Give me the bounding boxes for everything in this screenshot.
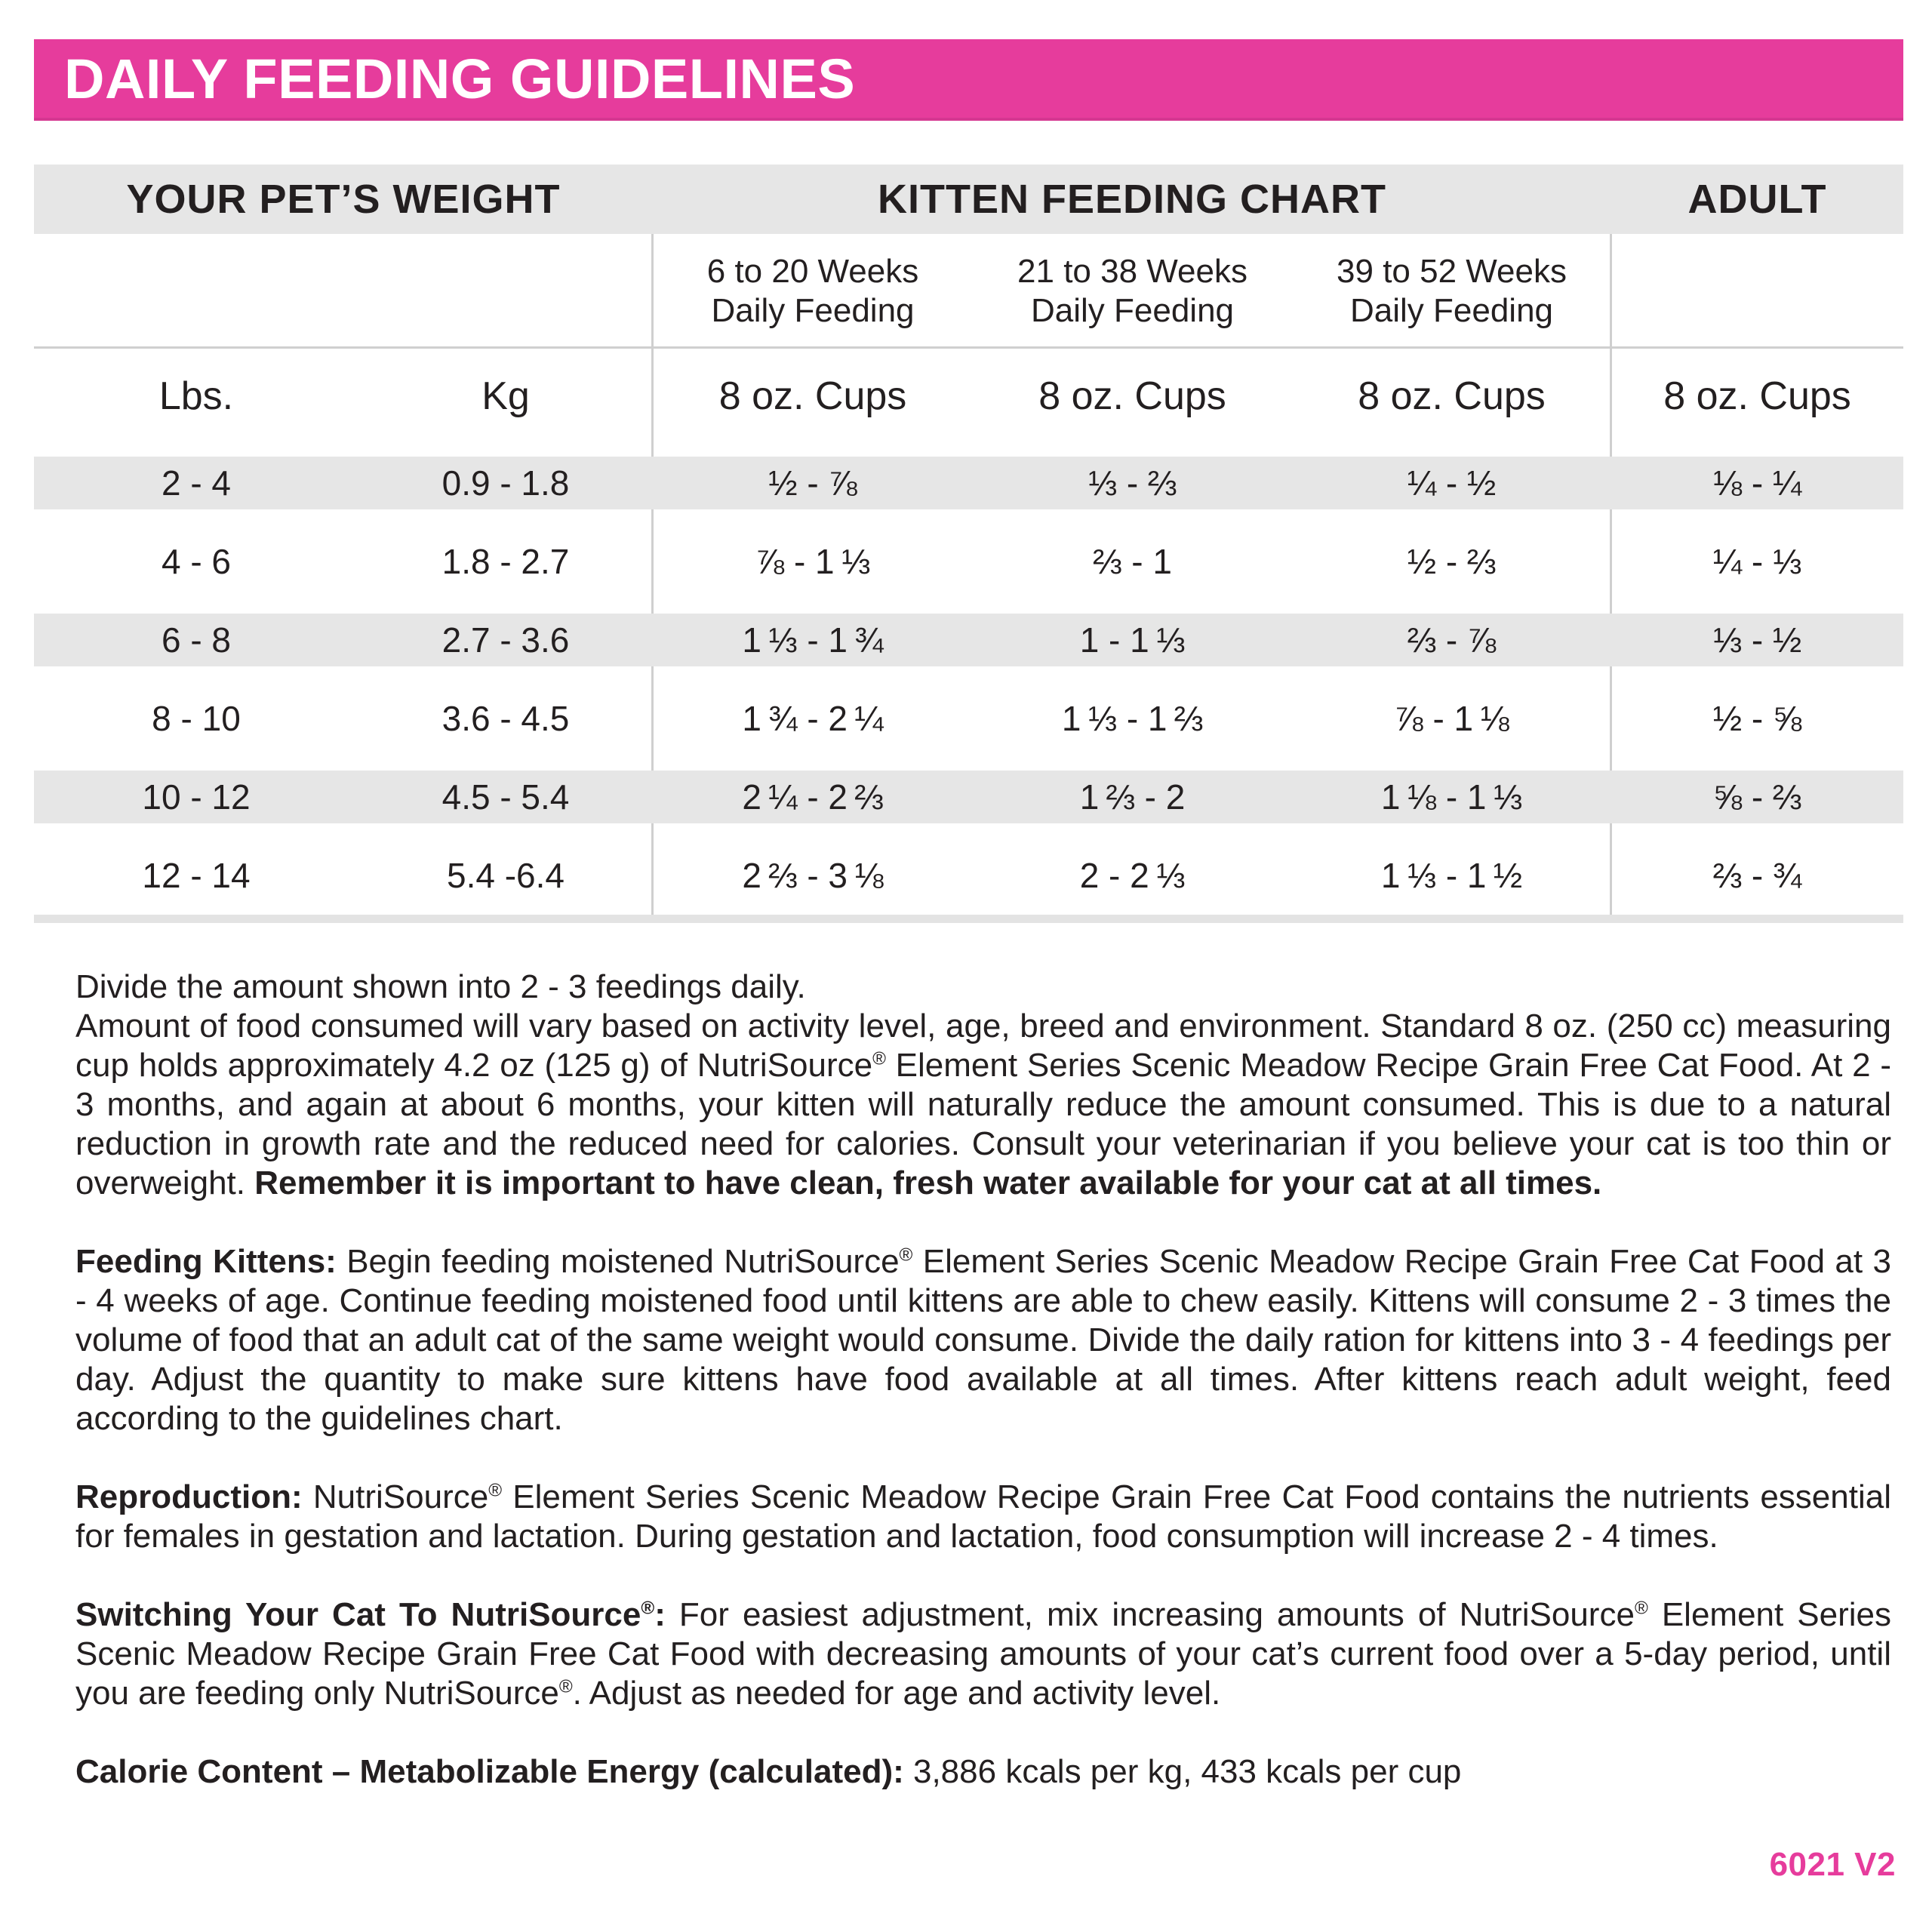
period-label: Daily Feeding (1030, 291, 1235, 329)
note-lead: Feeding Kittens: (75, 1243, 337, 1280)
cell-kitten-3: ⅔ - ⅞ (1407, 620, 1497, 660)
period-weeks: 21 to 38 Weeks (1017, 252, 1247, 290)
cell-lbs: 4 - 6 (161, 542, 232, 581)
note-switching (75, 1595, 1891, 1713)
period-label: Daily Feeding (1349, 291, 1554, 329)
cell-lbs: 10 - 12 (142, 777, 251, 817)
table-row (34, 758, 1903, 836)
page-title: DAILY FEEDING GUIDELINES (64, 47, 856, 110)
period-39-52-weeks (1292, 234, 1611, 348)
cell-kitten-2: 1 ⅓ - 1 ⅔ (1061, 699, 1204, 738)
cell-kg: 0.9 - 1.8 (441, 463, 570, 503)
cell-lbs: 6 - 8 (161, 620, 232, 660)
cell-kitten-1: 1 ¾ - 2 ¼ (742, 699, 884, 738)
cell-lbs: 8 - 10 (152, 699, 241, 738)
document-code: 6021 V2 (1769, 1846, 1896, 1883)
note-lead: Switching Your Cat To NutriSource®: (75, 1596, 666, 1633)
table-period-row (34, 234, 1903, 348)
unit-cups-3: 8 oz. Cups (1358, 374, 1546, 418)
cell-adult: ¼ - ⅓ (1712, 542, 1802, 581)
cell-kitten-3: ½ - ⅔ (1407, 542, 1497, 581)
cell-kitten-1: 2 ⅔ - 3 ⅛ (742, 856, 884, 895)
cell-kitten-3: ⅞ - 1 ⅛ (1394, 699, 1509, 738)
cell-kg: 3.6 - 4.5 (441, 699, 570, 738)
note-text: 3,886 kcals per kg, 433 kcals per cup (903, 1753, 1462, 1790)
table-row (34, 836, 1903, 915)
period-weeks: 39 to 52 Weeks (1337, 252, 1567, 290)
table-row (34, 444, 1903, 522)
table-row (34, 522, 1903, 601)
period-21-38-weeks (973, 234, 1292, 348)
table-bottom-bar (34, 915, 1903, 923)
note-text: For easiest adjustment, mix increasing amounts of NutriSource® Element Series Scenic Meadow Recipe Grain Free Cat Food with decreasing amounts of your cat’s current food over a 5-day period, until you are feeding only NutriSource®. Adjust as needed for age and activity level. (75, 1596, 1892, 1712)
unit-lbs: Lbs. (158, 374, 234, 418)
cell-kitten-3: 1 ⅛ - 1 ⅓ (1380, 777, 1523, 817)
unit-cups-1: 8 oz. Cups (718, 374, 907, 418)
cell-lbs: 2 - 4 (161, 463, 232, 503)
table-units-row (34, 348, 1903, 444)
table-row (34, 679, 1903, 758)
note-general (75, 1007, 1891, 1203)
note-calorie-content (75, 1752, 1891, 1792)
cell-kg: 1.8 - 2.7 (441, 542, 570, 581)
cell-kg: 5.4 -6.4 (447, 856, 565, 895)
cell-kg: 2.7 - 3.6 (441, 620, 570, 660)
cell-kitten-2: 1 ⅔ - 2 (1079, 777, 1186, 817)
cell-kitten-2: ⅔ - 1 (1093, 542, 1172, 581)
cell-adult: ⅝ - ⅔ (1712, 777, 1802, 817)
cell-kitten-1: ⅞ - 1 ⅓ (755, 542, 871, 581)
period-label: Daily Feeding (711, 291, 915, 329)
period-6-20-weeks (653, 234, 973, 348)
cell-adult: ⅓ - ½ (1712, 620, 1802, 660)
cell-kitten-2: 2 - 2 ⅓ (1079, 856, 1186, 895)
feeding-table (34, 165, 1903, 924)
cell-kitten-1: 1 ⅓ - 1 ¾ (742, 620, 884, 660)
note-water-bold: Remember it is important to have clean, fresh water available for your cat at all times. (254, 1164, 1602, 1201)
cell-adult: ½ - ⅝ (1712, 699, 1802, 738)
table-row (34, 601, 1903, 679)
cell-kitten-2: ⅓ - ⅔ (1088, 463, 1177, 503)
title-banner (34, 39, 1903, 121)
feeding-notes (75, 968, 1891, 1792)
unit-cups-adult: 8 oz. Cups (1663, 374, 1851, 418)
cell-kitten-1: 2 ¼ - 2 ⅔ (742, 777, 884, 817)
cell-lbs: 12 - 14 (142, 856, 251, 895)
note-text: Divide the amount shown into 2 - 3 feedings daily. (75, 968, 806, 1005)
group-header-weight: YOUR PET’S WEIGHT (126, 177, 561, 222)
unit-cups-2: 8 oz. Cups (1038, 374, 1226, 418)
cell-kitten-3: 1 ⅓ - 1 ½ (1380, 856, 1523, 895)
period-spacer (1611, 234, 1903, 348)
note-lead: Calorie Content – Metabolizable Energy (calculated): (75, 1753, 904, 1790)
note-feeding-kittens (75, 1242, 1891, 1438)
unit-kg: Kg (481, 374, 530, 418)
period-spacer (358, 234, 653, 348)
note-lead: Reproduction: (75, 1478, 303, 1515)
note-text: Amount of food consumed will vary based on activity level, age, breed and environment. Standard 8 oz. (250 cc) measuring cup holds approximately 4.2 oz (125 g) of NutriSource® Element Series Scenic Meadow Recipe Grain Free Cat Food. At 2 - 3 months, and again at about 6 months, your kitten will naturally reduce the amount consumed. This is due to a natural reduction in growth rate and the reduced need for calories. Consult your veterinarian if you believe your cat is too thin or overweight. (75, 1008, 1891, 1201)
note-reproduction (75, 1478, 1891, 1556)
cell-kitten-2: 1 - 1 ⅓ (1079, 620, 1186, 660)
cell-kg: 4.5 - 5.4 (441, 777, 570, 817)
cell-adult: ⅔ - ¾ (1712, 856, 1802, 895)
note-text: Begin feeding moistened NutriSource® Element Series Scenic Meadow Recipe Grain Free Cat Food at 3 - 4 weeks of age. Continue feeding moistened food until kittens are able to chew easily. Kittens will consume 2 - 3 times the volume of food that an adult cat of the same weight would consume. Divide the daily ration for kittens into 3 - 4 feedings per day. Adjust the quantity to make sure kittens have food available at all times. After kittens reach adult weight, feed according to the guidelines chart. (75, 1243, 1891, 1437)
cell-adult: ⅛ - ¼ (1712, 463, 1802, 503)
cell-kitten-3: ¼ - ½ (1407, 463, 1497, 503)
cell-kitten-1: ½ - ⅞ (768, 463, 857, 503)
period-weeks: 6 to 20 Weeks (706, 252, 919, 290)
note-text: NutriSource® Element Series Scenic Meadow Recipe Grain Free Cat Food contains the nutrients essential for females in gestation and lactation. During gestation and lactation, food consumption will increase 2 - 4 times. (75, 1478, 1891, 1555)
table-group-header-row (34, 165, 1903, 234)
group-header-kitten: KITTEN FEEDING CHART (878, 177, 1386, 222)
period-spacer (34, 234, 358, 348)
note-divide-feedings (75, 968, 1891, 1007)
group-header-adult: ADULT (1687, 177, 1827, 222)
